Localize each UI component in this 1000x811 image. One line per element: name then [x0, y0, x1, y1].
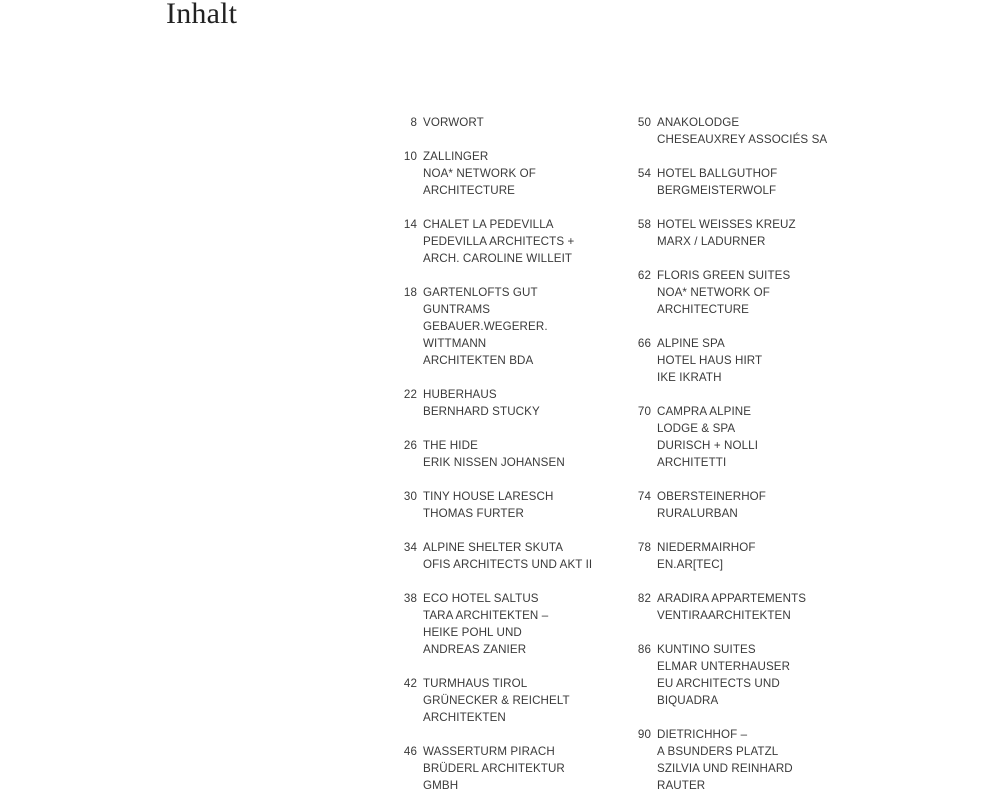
toc-entry-text — [657, 114, 827, 148]
toc-entry — [630, 488, 870, 522]
toc-entry-line: RURALURBAN — [657, 507, 738, 520]
toc-entry-line: CAMPRA ALPINE — [657, 405, 752, 418]
toc-page-number: 34 — [403, 541, 417, 554]
toc-entry-line: CHESEAUXREY ASSOCIÉS SA — [657, 133, 828, 146]
toc-page-number: 58 — [637, 218, 651, 231]
toc-entry-line: DURISCH + NOLLI — [657, 439, 759, 452]
toc-entry-line: ECO HOTEL SALTUS — [423, 592, 539, 605]
toc-page-number: 46 — [403, 745, 417, 758]
toc-entry-line: NOA* NETWORK OF — [423, 167, 536, 180]
toc-entry-line: ERIK NISSEN JOHANSEN — [423, 456, 565, 469]
toc-entry-line: BRÜDERL ARCHITEKTUR — [423, 762, 565, 775]
toc-entry-line: WASSERTURM PIRACH — [423, 745, 555, 758]
toc-entry-line: HUBERHAUS — [423, 388, 497, 401]
toc-page-number: 8 — [410, 116, 417, 129]
toc-entry-text — [423, 488, 553, 522]
toc-entry-line: GARTENLOFTS GUT — [423, 286, 538, 299]
toc-entry-text — [657, 165, 777, 199]
toc-entry — [630, 267, 870, 318]
toc-page-number: 86 — [637, 643, 651, 656]
toc-page-number: 74 — [637, 490, 651, 503]
toc-page-number: 10 — [403, 150, 417, 163]
toc-entry-text — [423, 590, 548, 658]
toc-entry — [396, 437, 626, 471]
toc-page-number: 54 — [637, 167, 651, 180]
toc-entry — [396, 216, 626, 267]
toc-entry-text — [423, 148, 536, 199]
toc-entry-line: EN.AR[TEC] — [657, 558, 724, 571]
toc-entry-line: LODGE & SPA — [657, 422, 736, 435]
toc-entry — [396, 114, 626, 131]
toc-entry — [630, 335, 870, 386]
toc-entry-line: HEIKE POHL UND — [423, 626, 522, 639]
toc-column-left — [396, 114, 626, 811]
toc-page-number: 26 — [403, 439, 417, 452]
toc-entry — [396, 148, 626, 199]
toc-page-number: 82 — [637, 592, 651, 605]
toc-entry — [396, 386, 626, 420]
toc-page-number: 90 — [637, 728, 651, 741]
toc-page-number: 38 — [403, 592, 417, 605]
toc-entry-line: ALPINE SPA — [657, 337, 725, 350]
page-title: Inhalt — [166, 0, 238, 30]
toc-entry-line: PEDEVILLA ARCHITECTS + — [423, 235, 575, 248]
toc-entry-text — [423, 675, 570, 726]
toc-entry-line: TINY HOUSE LARESCH — [423, 490, 554, 503]
toc-entry-line: DIETRICHHOF – — [657, 728, 748, 741]
toc-entry-line: HOTEL HAUS HIRT — [657, 354, 763, 367]
toc-entry-line: ANAKOLODGE — [657, 116, 740, 129]
toc-entry-text — [657, 488, 766, 522]
toc-entry-text — [423, 539, 592, 573]
toc-column-right — [630, 114, 870, 811]
toc-entry — [630, 590, 870, 624]
toc-page-number: 14 — [403, 218, 417, 231]
toc-entry-line: SZILVIA UND REINHARD — [657, 762, 793, 775]
toc-entry — [630, 641, 870, 709]
toc-entry — [630, 216, 870, 250]
toc-entry-text — [657, 403, 758, 471]
toc-entry-line: OFIS ARCHITECTS UND AKT II — [423, 558, 593, 571]
toc-page-number: 50 — [637, 116, 651, 129]
toc-page-number: 66 — [637, 337, 651, 350]
toc-entry-line: TARA ARCHITEKTEN – — [423, 609, 549, 622]
toc-page-number: 70 — [637, 405, 651, 418]
toc-entry-line: ARCHITECTURE — [423, 184, 516, 197]
toc-entry-line: ZALLINGER — [423, 150, 489, 163]
toc-entry — [630, 165, 870, 199]
toc-entry-text — [657, 590, 806, 624]
toc-entry-line: ARCHITECTURE — [657, 303, 750, 316]
toc-entry-line: ARCHITEKTEN BDA — [423, 354, 534, 367]
toc-entry-line: ANDREAS ZANIER — [423, 643, 527, 656]
toc-entry-text — [657, 539, 756, 573]
toc-entry-line: WITTMANN — [423, 337, 487, 350]
toc-entry-text — [423, 114, 484, 131]
toc-entry-text — [423, 284, 548, 369]
toc-entry-text — [657, 216, 796, 250]
toc-entry — [396, 284, 626, 369]
toc-page-number: 42 — [403, 677, 417, 690]
toc-entry-line: GRÜNECKER & REICHELT — [423, 694, 570, 707]
toc-entry-text — [423, 743, 565, 794]
toc-entry-line: HOTEL WEISSES KREUZ — [657, 218, 796, 231]
toc-entry-line: OBERSTEINERHOF — [657, 490, 766, 503]
toc-entry-line: NIEDERMAIRHOF — [657, 541, 756, 554]
toc-entry — [396, 743, 626, 794]
toc-entry-line: THOMAS FURTER — [423, 507, 524, 520]
toc-page-number: 62 — [637, 269, 651, 282]
toc-entry-line: EU ARCHITECTS UND — [657, 677, 780, 690]
toc-page-number: 30 — [403, 490, 417, 503]
toc-entry-text — [423, 437, 565, 471]
toc-entry-line: RAUTER — [657, 779, 706, 792]
toc-entry-text — [657, 641, 790, 709]
toc-page-number: 78 — [637, 541, 651, 554]
toc-entry-text — [657, 335, 762, 386]
toc-entry — [396, 675, 626, 726]
toc-entry-line: ARADIRA APPARTEMENTS — [657, 592, 807, 605]
toc-entry-line: ARCH. CAROLINE WILLEIT — [423, 252, 573, 265]
toc-entry — [396, 539, 626, 573]
toc-entry-line: BERGMEISTERWOLF — [657, 184, 777, 197]
toc-entry-line: BERNHARD STUCKY — [423, 405, 540, 418]
toc-entry-line: GUNTRAMS — [423, 303, 491, 316]
toc-entry-line: TURMHAUS TIROL — [423, 677, 528, 690]
toc-entry-line: ARCHITETTI — [657, 456, 727, 469]
toc-page-number: 18 — [403, 286, 417, 299]
toc-entry — [630, 114, 870, 148]
toc-entry-line: MARX / LADURNER — [657, 235, 766, 248]
toc-entry-text — [657, 267, 790, 318]
toc-entry — [630, 726, 870, 794]
toc-entry — [630, 403, 870, 471]
toc-entry-line: THE HIDE — [423, 439, 478, 452]
toc-entry-line: GMBH — [423, 779, 459, 792]
toc-entry — [396, 590, 626, 658]
toc-entry-line: HOTEL BALLGUTHOF — [657, 167, 778, 180]
toc-entry-line: VENTIRAARCHITEKTEN — [657, 609, 791, 622]
toc-entry-line: ARCHITEKTEN — [423, 711, 506, 724]
toc-entry-line: ELMAR UNTERHAUSER — [657, 660, 791, 673]
toc-entry-text — [423, 386, 540, 420]
toc-entry-line: GEBAUER.WEGERER. — [423, 320, 548, 333]
toc-entry-line: FLORIS GREEN SUITES — [657, 269, 791, 282]
toc-entry-line: VORWORT — [423, 116, 484, 129]
toc-entry-line: A BSUNDERS PLATZL — [657, 745, 779, 758]
toc-entry-text — [423, 216, 574, 267]
toc-entry — [396, 488, 626, 522]
toc-page-number: 22 — [403, 388, 417, 401]
toc-entry-line: BIQUADRA — [657, 694, 719, 707]
toc-entry-line: NOA* NETWORK OF — [657, 286, 770, 299]
toc-entry-text — [657, 726, 793, 794]
toc-entry — [630, 539, 870, 573]
toc-entry-line: CHALET LA PEDEVILLA — [423, 218, 554, 231]
toc-entry-line: IKE IKRATH — [657, 371, 722, 384]
toc-entry-line: KUNTINO SUITES — [657, 643, 756, 656]
toc-entry-line: ALPINE SHELTER SKUTA — [423, 541, 564, 554]
